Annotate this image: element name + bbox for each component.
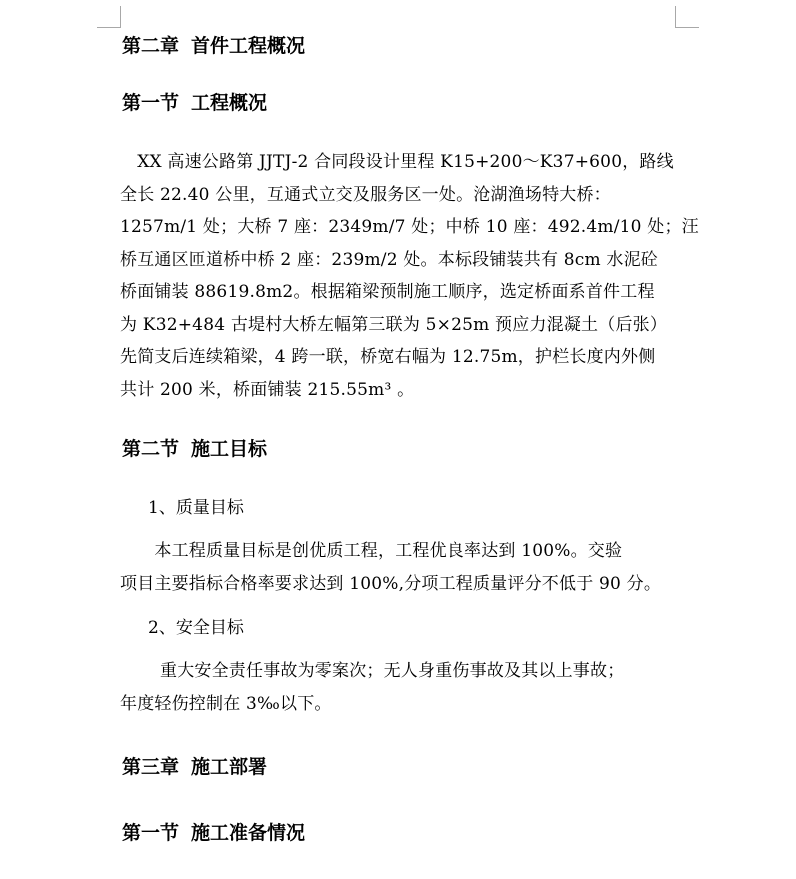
overview-line: 桥互通区匝道桥中桥 2 座：239m/2 处。本标段铺装共有 8cm 水泥砼 bbox=[120, 249, 659, 270]
safety-goal-label: 2、安全目标 bbox=[148, 618, 244, 638]
overview-line: 桥面铺装 88619.8m2。根据箱梁预制施工顺序，选定桥面系首件工程 bbox=[120, 282, 655, 302]
safety-goal-paragraph bbox=[120, 655, 680, 720]
section-3-title: 施工准备情况 bbox=[191, 822, 306, 844]
section-2-title: 施工目标 bbox=[191, 438, 268, 460]
chapter-3-heading bbox=[122, 755, 267, 779]
quality-goal-line: 项目主要指标合格率要求达到 100%,分项工程质量评分不低于 90 分。 bbox=[120, 573, 662, 594]
overview-line: 共计 200 米，桥面铺装 215.55m³ 。 bbox=[120, 379, 415, 400]
quality-goal-line: 本工程质量目标是创优质工程，工程优良率达到 100%。交验 bbox=[120, 541, 623, 561]
crop-mark-right-vertical bbox=[675, 6, 676, 28]
overview-paragraph bbox=[120, 146, 699, 406]
section-1-heading bbox=[122, 91, 267, 115]
overview-line: 1257m/1 处；大桥 7 座：2349m/7 处；中桥 10 座：492.4m/10 处；汪 bbox=[120, 217, 699, 237]
overview-line: 先简支后连续箱梁，4 跨一联，桥宽右幅为 12.75m，护栏长度内外侧 bbox=[120, 347, 656, 367]
chapter-2-label: 第二章 bbox=[122, 35, 180, 57]
safety-goal-line: 重大安全责任事故为零案次；无人身重伤事故及其以上事故； bbox=[120, 661, 625, 681]
section-3-label: 第一节 bbox=[122, 822, 180, 844]
crop-mark-right-horizontal bbox=[675, 27, 699, 28]
quality-goal-label: 1、质量目标 bbox=[148, 498, 244, 518]
section-2-heading bbox=[122, 437, 267, 461]
section-1-title: 工程概况 bbox=[191, 92, 268, 114]
section-3-heading bbox=[122, 821, 305, 845]
overview-line: 为 K32+484 古堤村大桥左幅第三联为 5×25m 预应力混凝土（后张） bbox=[120, 314, 668, 335]
overview-line: 全长 22.40 公里，互通式立交及服务区一处。沧湖渔场特大桥： bbox=[120, 184, 611, 205]
overview-line: XX 高速公路第 JJTJ-2 合同段设计里程 K15+200～K37+600，路线 bbox=[120, 152, 674, 172]
crop-mark-left-horizontal bbox=[97, 27, 121, 28]
chapter-2-heading bbox=[122, 34, 305, 58]
chapter-2-title: 首件工程概况 bbox=[191, 35, 306, 57]
quality-goal-paragraph bbox=[120, 535, 680, 600]
section-2-label: 第二节 bbox=[122, 438, 180, 460]
chapter-3-label: 第三章 bbox=[122, 756, 180, 778]
safety-goal-line: 年度轻伤控制在 3‰以下。 bbox=[120, 693, 332, 714]
chapter-3-title: 施工部署 bbox=[191, 756, 268, 778]
section-1-label: 第一节 bbox=[122, 92, 180, 114]
crop-mark-left-vertical bbox=[120, 6, 121, 28]
